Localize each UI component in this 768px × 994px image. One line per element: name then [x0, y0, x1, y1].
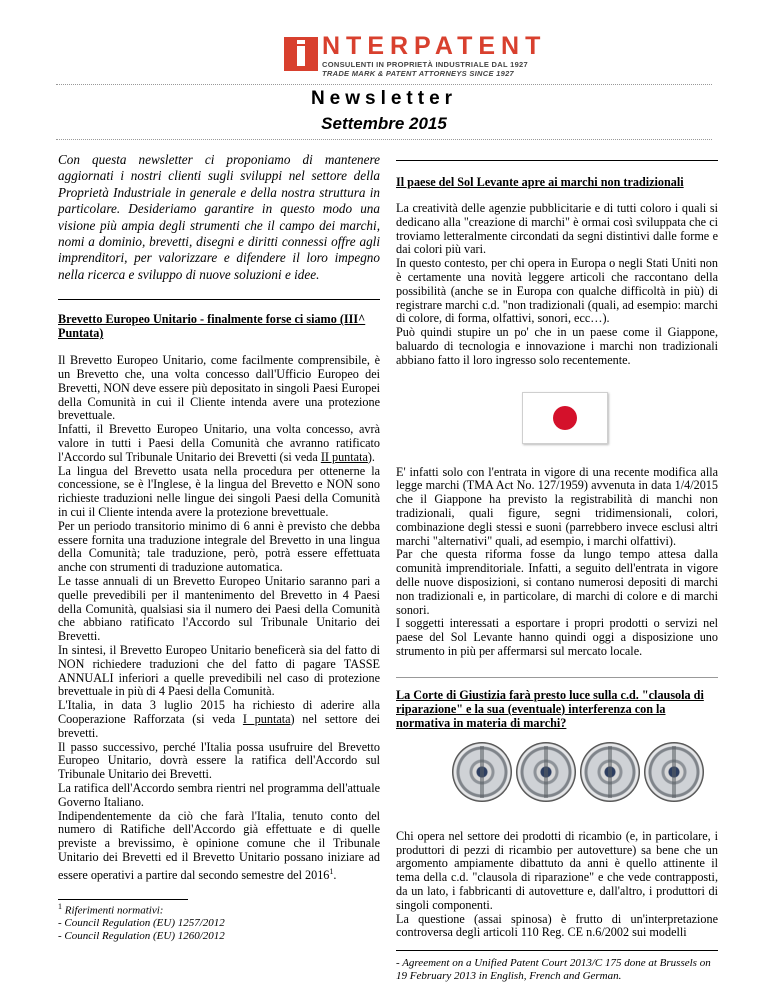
hubcap-image [644, 742, 704, 802]
logo-subtitle-it: CONSULENTI IN PROPRIETÀ INDUSTRIALE DAL 1927 [322, 60, 529, 69]
paragraph: La ratifica dell'Accordo sembra rientri nel programma dell'attuale Governo Italiano. [58, 780, 380, 809]
footnote-line: - Agreement on a Unified Patent Court 2013/C 175 done at Brussels on 19 February 2013 in English, French and German. [396, 957, 711, 983]
hubcap-image [580, 742, 640, 802]
footnote-title: $^1$ Riferimenti normativi: [58, 901, 164, 917]
paragraph: E' infatti solo con l'entrata in vigore di una recente modifica alla legge marchi (TMA Act No. 127/1959) avvenuta in data 1/4/2015 che il Giappone ha previsto la registrabilità di manchi non tradizionali, quali figure, segni tridimensionali, colori, combinazione degli stessi e suoni (parrebbero invece esclusi altri marchi "alternativi" quali, ad esempio, i marchi olfattivi). [396, 464, 718, 548]
paragraph: La questione (assai spinosa) è frutto di un'interpretazione controversa degli articoli 110 Reg. CE n.6/2002 sui modelli [396, 911, 718, 940]
paragraph: Le tasse annuali di un Brevetto Europeo Unitario saranno pari a quelle prevedibili per il mantenimento del Brevetto in 4 Paesi della Comunità, qualsiasi sia il numero dei Paesi della Comunità che abbiano ratificato l'Accordo sul Tribunale Unitario dei Brevetti. [58, 574, 380, 644]
article-heading-unitary-patent: Brevetto Europeo Unitario - finalmente forse ci siamo (III^ Puntata) [58, 312, 366, 341]
paragraph: La lingua del Brevetto usata nella procedura per ottenerne la concessione, se è l'Inglese, è la lingua del Brevetto e NON sono richieste traduzioni nelle lingue dei singoli Paesi della Comunità in cui il Cliente intenda avere la protezione brevettuale. [58, 463, 380, 520]
letterhead [0, 0, 768, 80]
paragraph: Par che questa riforma fosse da lungo tempo attesa dalla comunità imprenditoriale. Infatti, a seguito dell'entrata in vigore delle nuove disposizioni, si contano numerosi depositi di marchi non tradizionali e, in particolare, di marchi di colore e di marchi sonori. [396, 547, 718, 617]
footnote-ref: 1 [329, 866, 334, 876]
paragraph: Chi opera nel settore dei prodotti di ricambio (e, in particolare, i produttori di pezzi di ricambio per autovetture) sa bene che un argomento ampiamente dibattuto da anni è quello attinente il tema della c.d. "clausola di riparazione" e che vede contrapposti, da un lato, i fabbricanti di autovetture e, dall'altro, i produttori di singoli componenti. [396, 828, 718, 912]
logo-letter-stem [297, 46, 305, 66]
paragraph: Il passo successivo, perché l'Italia possa usufruire del Brevetto Europeo Unitario, dovrà essere la ratifica dell'Accordo sul Tribunale Unitario dei Brevetti. [58, 739, 380, 782]
paragraph: Il Brevetto Europeo Unitario, come facilmente comprensibile, è un Brevetto che, una volta concesso dall'Ufficio Europeo dei Brevetti, NON deve essere più depositato in singoli Paesi Europei della Comunità in cui il Cliente intenda avere una protezione brevettuale. [58, 353, 380, 423]
article-heading-repair-clause: La Corte di Giustizia farà presto luce sulla c.d. "clausola di riparazione" e la sua (eventuale) interferenza con la normativa in materia di marchi? [396, 687, 704, 730]
logo-name: NTERPATENT [322, 32, 547, 60]
link-part-two[interactable]: II puntata [320, 449, 368, 464]
newsletter-title: Newsletter [310, 88, 458, 109]
newsletter-date: Settembre 2015 [321, 114, 447, 133]
japan-flag-image [522, 392, 608, 444]
hubcap-image [452, 742, 512, 802]
hubcaps-image [452, 730, 708, 814]
right-column [396, 160, 718, 983]
header-divider [56, 84, 712, 85]
logo-letter-dot [297, 40, 305, 44]
left-column [58, 152, 380, 943]
footnote-line: - Council Regulation (EU) 1260/2012 [58, 930, 225, 943]
logo-subtitle-en: TRADE MARK & PATENT ATTORNEYS SINCE 1927 [322, 69, 515, 78]
title-divider [56, 139, 712, 140]
paragraph: In sintesi, il Brevetto Europeo Unitario beneficerà sia del fatto di NON richiedere traduzioni che del fatto di pagare TASSE ANNUALI inferiori a quelle prevedibili nel caso di protezione brevettuale in più di 4 Paesi della Comunità. [58, 642, 380, 699]
paragraph: Per un periodo transitorio minimo di 6 anni è previsto che debba essere fornita una traduzione integrale del Brevetto in una lingua della Comunità; tale traduzione, però, potrà essere effettuata anche con strumenti di traduzione automatica. [58, 518, 380, 575]
intro-text: Con questa newsletter ci proponiamo di mantenere aggiornati i nostri clienti sugli sviluppi nel settore della Proprietà Industriale in generale e della nostra struttura in particolare. Desideriamo garantire in questo modo una visione più ampia degli strumenti che il campo dei marchi, nomi a dominio, brevetti, disegni e diritti connessi offre agli imprenditori, per valorizzare e difendere il loro impegno nella ricerca e sviluppo di nuove soluzioni e idee. [58, 152, 380, 282]
link-part-one[interactable]: I puntata [242, 711, 291, 726]
paragraph: Può quindi stupire un po' che in un paese come il Giappone, baluardo di tecnologia e innovazione i marchi non tradizionali abbiano fatto il loro ingresso solo recentemente. [396, 325, 718, 367]
paragraph: La creatività delle agenzie pubblicitarie e di tutti coloro i quali si dedicano alla "creazione di marchi" è ormai così sviluppata che ci troviamo letteralmente circondati da segni distintivi dalle forme e dai colori più vari. [396, 201, 718, 257]
paragraph: Indipendentemente da ciò che farà l'Italia, tenuto conto del numero di Ratifiche dell'Accordo già effettuate e di quelle previste a brevissimo, è opinione comune che il Tribunale Unitario dei Brevetti ed il Brevetto Unitario possano iniziare ad essere operativi a partire dal secondo semestre del 2016$^1$. [58, 808, 380, 882]
footnote-line: - Council Regulation (EU) 1257/2012 [58, 917, 225, 930]
hubcap-image [516, 742, 576, 802]
paragraph: Infatti, il Brevetto Europeo Unitario, una volta concesso, avrà valore in tutti i Paesi della Comunità che avranno ratificato l'Accordo sul Tribunale Unitario dei Brevetti (si veda II puntata). [58, 422, 380, 464]
flag-sun-disc [553, 406, 577, 430]
paragraph: L'Italia, in data 3 luglio 2015 ha richiesto di aderire alla Cooperazione Rafforzata (si veda I puntata) nel settore dei brevetti. [58, 698, 380, 740]
paragraph: I soggetti interessati a esportare i propri prodotti o servizi nel paese del Sol Levante hanno quindi oggi a disposizione uno strumento in più per affermarsi sul mercato locale. [396, 616, 718, 658]
article-heading-japan: Il paese del Sol Levante apre ai marchi non tradizionali [396, 175, 684, 189]
paragraph: In questo contesto, per chi opera in Europa o negli Stati Uniti non è certamente una novità leggere articoli che raccontano della possibilità (anche se in Europa con qualche difficoltà in più) di registrare marchi c.d. "non tradizionali (quali, ad esempio: marchi di colore, di forma, olfattivi, sonori, ecc…). [396, 256, 718, 326]
